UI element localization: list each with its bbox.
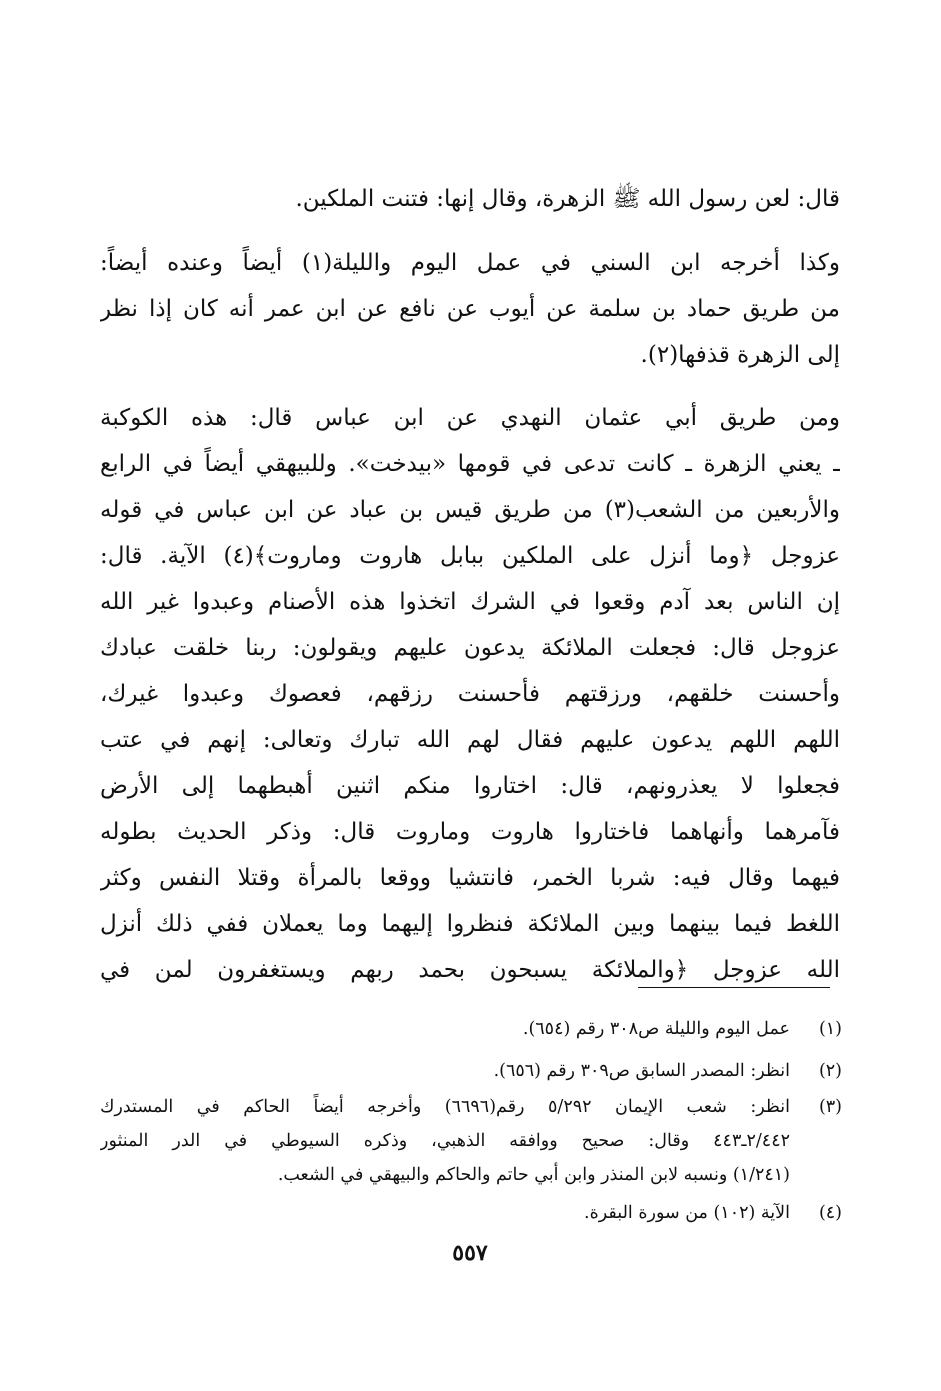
footnote-1 (100, 1012, 842, 1046)
footnote-number: (٣) (818, 1097, 842, 1117)
footnote-text: عمل اليوم والليلة ص٣٠٨ رقم (٦٥٤). (522, 1019, 790, 1039)
footnote-number: (١) (818, 1019, 842, 1039)
body-line-3: من طريق حماد بن سلمة عن أيوب عن نافع عن ابن عمر أنه كان إذا نظر (100, 296, 840, 322)
page-number: ٥٥٧ (452, 1240, 488, 1266)
body-line-15: فيهما وقال فيه: شربا الخمر، فانتشيا ووقعا بالمرأة وقتلا النفس وكثر (100, 865, 840, 891)
body-line-6: ـ يعني الزهرة ـ كانت تدعى في قومها «بيدخت». وللبيهقي أيضاً في الرابع (100, 451, 840, 477)
body-line-16: اللغط فيما بينهما وبين الملائكة فنظروا إليهما وما يعملان ففي ذلك أنزل (100, 911, 840, 937)
body-line-7: والأربعين من الشعب(٣) من طريق قيس بن عباد عن ابن عباس في قوله (100, 497, 840, 523)
body-line-9: إن الناس بعد آدم وقعوا في الشرك اتخذوا هذه الأصنام وعبدوا غير الله (100, 589, 840, 615)
body-line-14: فآمرهما وأنهاهما فاختاروا هاروت وماروت قال: وذكر الحديث بطوله (100, 819, 840, 845)
footnote-text: ٢/٤٤٢ـ٤٤٣ وقال: صحيح ووافقه الذهبي، وذكره السيوطي في الدر المنثور (100, 1131, 790, 1151)
footnote-3-line-2 (100, 1124, 842, 1158)
footnote-text: الآية (١٠٢) من سورة البقرة. (584, 1203, 790, 1223)
footnote-text: انظر: شعب الإيمان ٥/٢٩٢ رقم(٦٦٩٦) وأخرجه أيضاً الحاكم في المستدرك (100, 1097, 790, 1117)
footnote-divider (638, 987, 830, 988)
footnote-4 (100, 1196, 842, 1230)
body-line-12: اللهم اللهم يدعون عليهم فقال لهم الله تبارك وتعالى: إنهم في عتب (100, 727, 840, 753)
body-line-17: الله عزوجل ﴿والملائكة يسبحون بحمد ربهم ويستغفرون لمن في (100, 957, 840, 983)
footnote-number: (٤) (818, 1203, 842, 1223)
footnote-text: (١/٢٤١) ونسبه لابن المنذر وابن أبي حاتم والحاكم والبيهقي في الشعب. (277, 1165, 790, 1185)
body-line-4: إلى الزهرة قذفها(٢). (640, 342, 840, 368)
footnote-number: (٢) (818, 1061, 842, 1081)
body-line-13: فجعلوا لا يعذرونهم، قال: اختاروا منكم اثنين أهبطهما إلى الأرض (100, 773, 840, 799)
body-line-5: ومن طريق أبي عثمان النهدي عن ابن عباس قال: هذه الكوكبة (100, 405, 840, 431)
body-line-2: وكذا أخرجه ابن السني في عمل اليوم والليلة(١) أيضاً وعنده أيضاً: (100, 250, 840, 276)
body-line-8: عزوجل ﴿وما أنزل على الملكين ببابل هاروت وماروت﴾(٤) الآية. قال: (100, 543, 840, 569)
footnote-text: انظر: المصدر السابق ص٣٠٩ رقم (٦٥٦). (493, 1061, 790, 1081)
body-line-11: وأحسنت خلقهم، ورزقتهم فأحسنت رزقهم، فعصوك وعبدوا غيرك، (100, 681, 840, 707)
footnote-3-line-3 (100, 1158, 842, 1192)
body-line-1: قال: لعن رسول الله ﷺ الزهرة، وقال إنها: فتنت الملكين. (295, 186, 840, 212)
footnote-2 (100, 1054, 842, 1088)
footnote-3-line-1 (100, 1090, 842, 1124)
body-line-10: عزوجل قال: فجعلت الملائكة يدعون عليهم ويقولون: ربنا خلقت عبادك (100, 635, 840, 661)
